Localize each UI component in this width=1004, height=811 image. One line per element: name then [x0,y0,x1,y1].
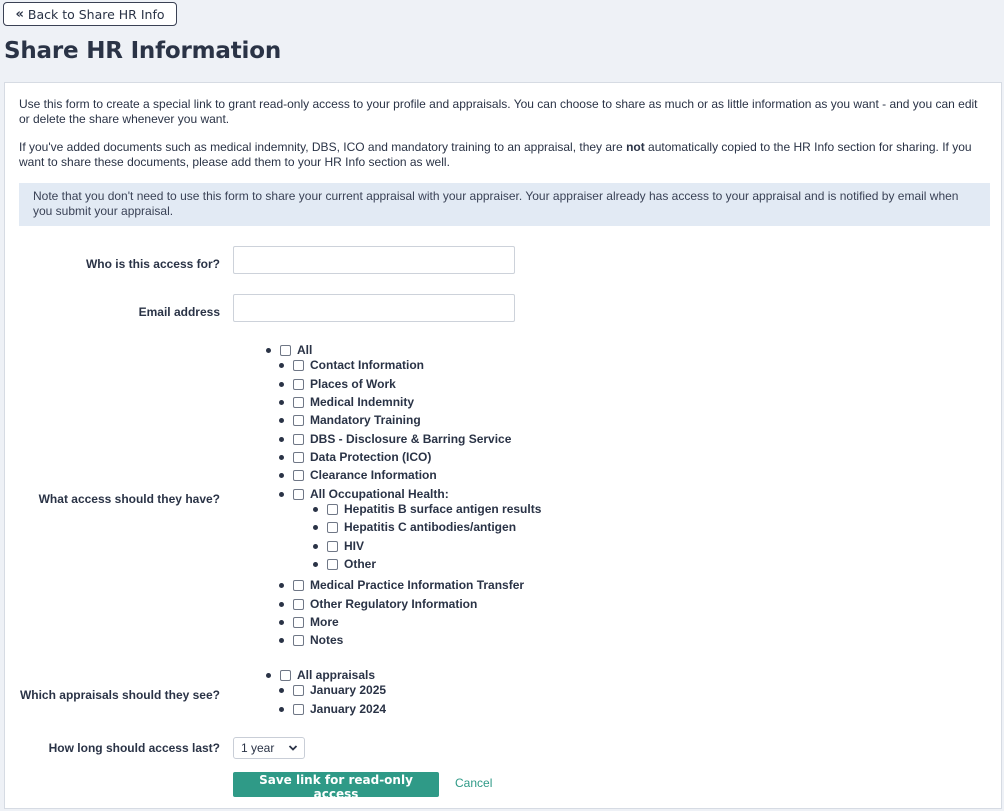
access-option-dbs[interactable]: DBS - Disclosure & Barring Service [279,431,511,447]
access-option-other[interactable]: Other [313,556,376,572]
access-option-hiv[interactable]: HIV [313,538,364,554]
access-option-clearance-information[interactable]: Clearance Information [279,467,437,483]
checkbox[interactable] [293,489,304,500]
back-button-label: Back to Share HR Info [27,6,165,22]
checkbox[interactable] [280,670,291,681]
checkbox[interactable] [280,345,291,356]
checkbox[interactable] [293,617,304,628]
checkbox[interactable] [293,704,304,715]
access-option-data-protection[interactable]: Data Protection (ICO) [279,449,431,465]
checkbox[interactable] [293,397,304,408]
checkbox[interactable] [293,635,304,646]
checkbox[interactable] [293,599,304,610]
appraisal-option-all[interactable]: All appraisals [266,667,375,683]
share-form-panel [4,82,1002,809]
who-input[interactable] [233,246,515,274]
back-to-share-hr-info-button[interactable] [3,2,177,26]
duration-value: 1 year [241,741,275,755]
checkbox[interactable] [293,580,304,591]
page-title: Share HR Information [4,38,281,64]
checkbox[interactable] [293,415,304,426]
checkbox[interactable] [327,541,338,552]
access-option-medical-practice-transfer[interactable]: Medical Practice Information Transfer [279,577,524,593]
access-option-medical-indemnity[interactable]: Medical Indemnity [279,394,414,410]
checkbox[interactable] [293,379,304,390]
appraisals-label: Which appraisals should they see? [19,688,220,702]
chevron-down-icon [288,743,298,753]
access-option-hepatitis-b[interactable]: Hepatitis B surface antigen results [313,501,541,517]
checkbox[interactable] [293,434,304,445]
checkbox[interactable] [293,360,304,371]
access-label: What access should they have? [38,492,220,506]
checkbox[interactable] [293,452,304,463]
access-option-contact-information[interactable]: Contact Information [279,357,424,373]
appraisal-option-january-2024[interactable]: January 2024 [279,701,386,717]
intro-paragraph-1: Use this form to create a special link to grant read-only access to your profile and appraisals. You can choose to share as much or as little information as you want - and you can edit or delete the share whenever you want. [19,97,978,126]
checkbox[interactable] [327,559,338,570]
who-label: Who is this access for? [85,257,220,271]
appraisal-option-january-2025[interactable]: January 2025 [279,682,386,698]
emphasis-not: not [626,140,645,154]
checkbox[interactable] [327,504,338,515]
email-label: Email address [138,305,220,319]
double-chevron-left-icon: « [15,6,22,22]
duration-select[interactable] [233,737,305,759]
appraiser-note: Note that you don't need to use this form to share your current appraisal with your appraiser. Your appraiser already has access to your appraisal and is notified by email when you submit your appraisal. [19,183,990,226]
checkbox[interactable] [327,522,338,533]
save-link-button[interactable]: Save link for read-only access [233,772,439,797]
access-option-notes[interactable]: Notes [279,632,343,648]
email-input[interactable] [233,294,515,322]
cancel-link[interactable]: Cancel [455,776,493,790]
access-option-all-occupational-health[interactable]: All Occupational Health: [279,486,449,502]
access-option-mandatory-training[interactable]: Mandatory Training [279,412,421,428]
checkbox[interactable] [293,685,304,696]
access-option-all[interactable]: All [266,342,312,358]
duration-label: How long should access last? [48,741,220,755]
access-option-places-of-work[interactable]: Places of Work [279,376,396,392]
checkbox[interactable] [293,470,304,481]
access-option-more[interactable]: More [279,614,339,630]
access-option-hepatitis-c[interactable]: Hepatitis C antibodies/antigen [313,519,516,535]
intro-paragraph-2: If you've added documents such as medical indemnity, DBS, ICO and mandatory training to an appraisal, they are not automatically copied to the HR Info section for sharing. If you want to share these documents, please add them to your HR Info section as well. [19,140,972,169]
access-option-other-regulatory[interactable]: Other Regulatory Information [279,596,477,612]
